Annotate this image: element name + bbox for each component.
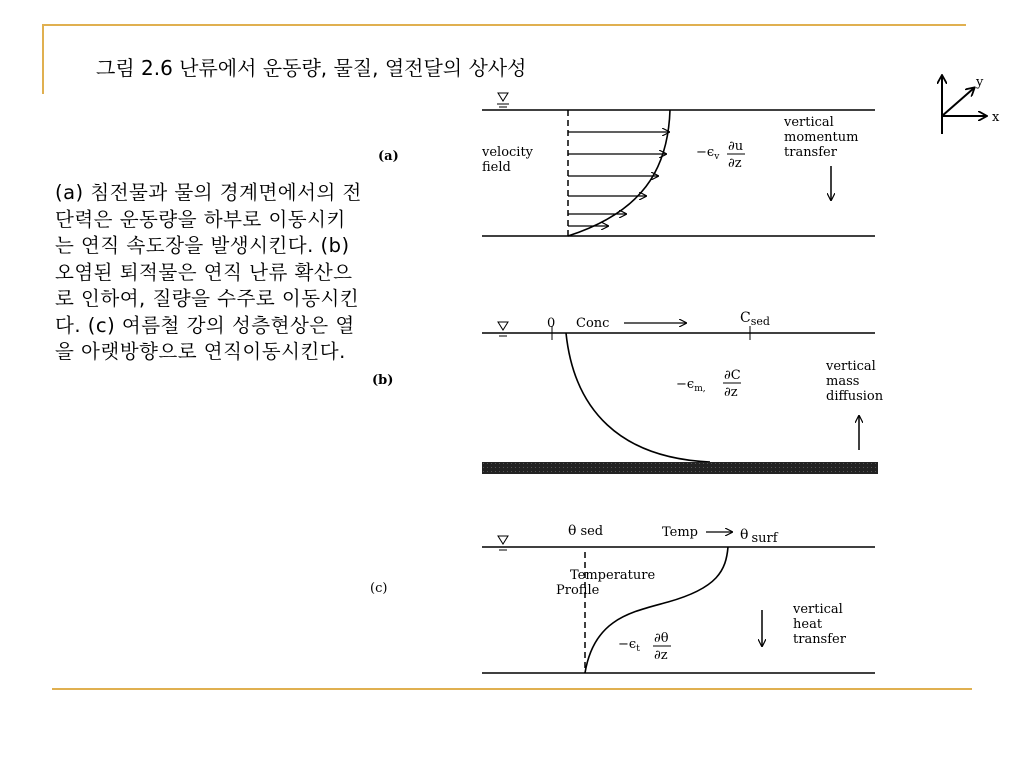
figure-caption: (a) 침전물과 물의 경계면에서의 전단력은 운동량을 하부로 이동시키는 연직 속도장을 발생시킨다. (b) 오염된 퇴적물은 연직 난류 확산으로 인하여, 질량을 수주로 이동시킨다. (c) 여름철 강의 성층현상은 열을 아랫방향으로 연직이동시킨다. xyxy=(55,181,362,363)
transfer-description: heat xyxy=(793,617,823,632)
flux-term: $-\epsilon_v$ xyxy=(696,145,720,162)
coordinate-axes-icon xyxy=(928,68,1008,148)
transfer-description: vertical xyxy=(793,602,843,617)
transfer-description: momentum xyxy=(784,130,859,145)
flux-denominator: ∂z xyxy=(724,385,738,400)
theta-sed-label: θ sed xyxy=(568,523,604,539)
x-axis-label: x xyxy=(992,110,1000,125)
sediment-bed xyxy=(482,462,878,474)
transfer-description: transfer xyxy=(784,145,837,160)
flux-term: $-\epsilon_t$ xyxy=(618,637,640,654)
flux-numerator: ∂C xyxy=(724,368,741,383)
flux-denominator: ∂z xyxy=(654,648,668,663)
left-rule xyxy=(42,24,44,94)
zero-label: 0 xyxy=(547,316,556,331)
velocity-profile xyxy=(568,110,670,236)
theta-surf-label: θ surf xyxy=(740,527,778,546)
panel-b xyxy=(372,310,884,474)
transfer-figure xyxy=(370,70,890,680)
panel-a xyxy=(378,93,875,236)
panel-a-label: (a) xyxy=(378,149,399,164)
velocity-field-label: field xyxy=(482,160,511,175)
flux-denominator: ∂z xyxy=(728,156,742,171)
transfer-description: transfer xyxy=(793,632,846,647)
temperature-profile-label: Temperature xyxy=(570,568,656,583)
temp-axis-label: Temp xyxy=(662,525,699,540)
transfer-description: vertical xyxy=(784,115,834,130)
transfer-description: diffusion xyxy=(826,389,884,404)
csed-label: $C_{sed}$ xyxy=(740,310,770,328)
transfer-description: vertical xyxy=(826,359,876,374)
water-surface-icon xyxy=(498,322,508,330)
flux-numerator: ∂θ xyxy=(654,631,669,646)
slide-title: 그림 2.6 난류에서 운동량, 물질, 열전달의 상사성 xyxy=(96,56,527,80)
top-rule xyxy=(42,24,966,26)
panel-c xyxy=(370,523,875,673)
panel-c-label: (c) xyxy=(370,581,388,596)
concentration-profile xyxy=(566,333,710,462)
bottom-rule xyxy=(52,688,972,690)
transfer-description: mass xyxy=(826,374,860,389)
conc-axis-label: Conc xyxy=(576,316,610,331)
y-axis-label: y xyxy=(976,75,984,90)
flux-term: $-\epsilon_{m,}$ xyxy=(676,377,706,394)
temperature-profile-label: Profile xyxy=(556,583,600,598)
panel-b-label: (b) xyxy=(372,373,394,388)
water-surface-icon xyxy=(498,536,508,544)
flux-numerator: ∂u xyxy=(728,139,744,154)
water-surface-icon xyxy=(498,93,508,101)
velocity-field-label: velocity xyxy=(482,145,534,160)
